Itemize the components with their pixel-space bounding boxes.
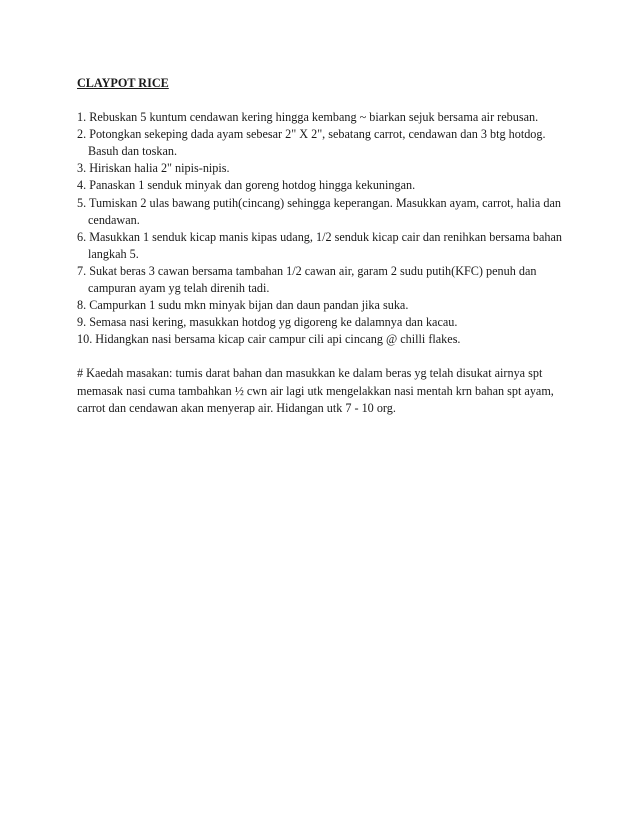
document-content [77, 75, 577, 417]
recipe-step [77, 195, 577, 229]
step-text: Rebuskan 5 kuntum cendawan kering hingga kembang ~ biarkan sejuk bersama air rebusan. [89, 110, 539, 125]
recipe-step [77, 314, 577, 331]
step-number: 4. [77, 178, 87, 193]
recipe-title: CLAYPOT RICE [77, 76, 169, 90]
step-number: 5. [77, 195, 87, 210]
step-number: 2. [77, 127, 87, 142]
recipe-step [77, 177, 577, 194]
step-text: Potongkan sekeping dada ayam sebesar 2" X 2", sebatang carrot, cendawan dan 3 btg hotdog. Basuh dan toskan. [88, 127, 546, 159]
recipe-step [77, 126, 577, 160]
recipe-steps-list [77, 109, 577, 348]
step-text: Masukkan 1 senduk kicap manis kipas udang, 1/2 senduk kicap cair dan renihkan bersama bahan langkah 5. [88, 229, 562, 261]
recipe-step [77, 229, 577, 263]
step-text: Campurkan 1 sudu mkn minyak bijan dan daun pandan jika suka. [89, 298, 409, 313]
recipe-step [77, 331, 577, 348]
recipe-step [77, 160, 577, 177]
recipe-step [77, 297, 577, 314]
step-text: Panaskan 1 senduk minyak dan goreng hotdog hingga kekuningan. [89, 178, 416, 193]
step-text: Hidangkan nasi bersama kicap cair campur cili api cincang @ chilli flakes. [95, 332, 461, 347]
step-number: 7. [77, 263, 87, 278]
cooking-method-note: # Kaedah masakan: tumis darat bahan dan masukkan ke dalam beras yg telah disukat airnya spt memasak nasi cuma tambahkan ½ cwn air lagi utk mengelakkan nasi mentah krn bahan spt ayam, carrot dan cendawan akan menyerap air. Hidangan utk 7 - 10 org. [77, 366, 554, 415]
step-number: 8. [77, 298, 87, 313]
step-number: 9. [77, 315, 87, 330]
recipe-step [77, 263, 577, 297]
step-number: 6. [77, 229, 87, 244]
step-text: Semasa nasi kering, masukkan hotdog yg digoreng ke dalamnya dan kacau. [89, 315, 458, 330]
step-text: Hiriskan halia 2" nipis-nipis. [89, 161, 230, 176]
step-text: Sukat beras 3 cawan bersama tambahan 1/2 cawan air, garam 2 sudu putih(KFC) penuh dan campuran ayam yg telah direnih tadi. [88, 263, 537, 296]
step-number: 10. [77, 332, 93, 347]
recipe-step [77, 109, 577, 126]
step-text: Tumiskan 2 ulas bawang putih(cincang) sehingga keperangan. Masukkan ayam, carrot, halia dan cendawan. [88, 195, 561, 227]
step-number: 3. [77, 161, 87, 176]
step-number: 1. [77, 110, 87, 125]
